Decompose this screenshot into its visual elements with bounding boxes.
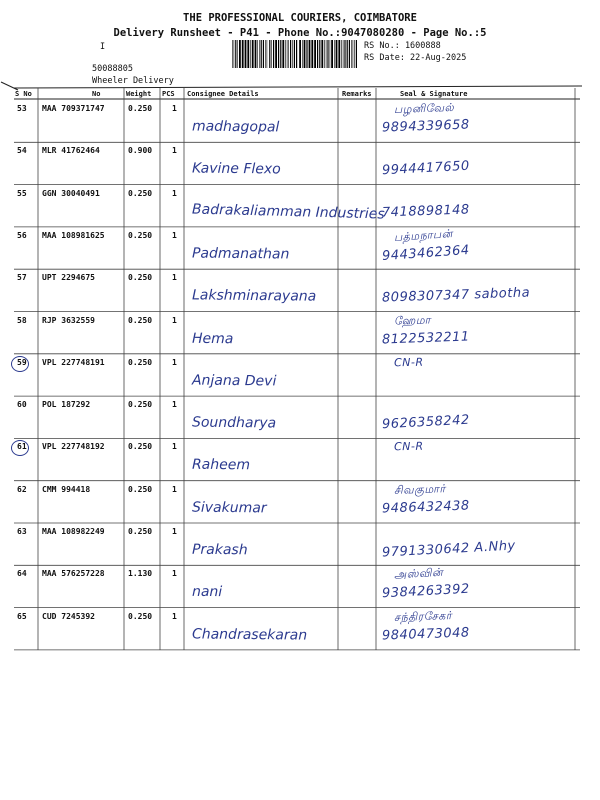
consignee-name: Lakshminarayana (191, 287, 317, 305)
weight-value: 0.250 (128, 230, 153, 240)
serial-number: 53 (17, 104, 27, 113)
consignee-name: Prakash (191, 541, 248, 559)
serial-number: 61 (17, 442, 27, 452)
awb-number: MAA 108981625 (42, 230, 105, 240)
awb-number: CMM 994418 (42, 484, 91, 494)
consignee-name: Raheem (191, 457, 251, 474)
weight-value: 1.130 (128, 569, 153, 579)
signature-text: பத்மநாபன் (393, 226, 454, 244)
pcs-value: 1 (172, 442, 177, 452)
company-title: THE PROFESSIONAL COURIERS, COIMBATORE (183, 12, 417, 24)
awb-number: RJP 3632559 (42, 315, 95, 325)
awb-number: UPT 2294675 (42, 273, 95, 283)
weight-value: 0.900 (128, 146, 153, 156)
header-fragment-delivery: Wheeler Delivery (92, 76, 174, 86)
pcs-value: 1 (172, 484, 177, 494)
signature-phone: 9384263392 (381, 582, 471, 602)
pcs-value: 1 (172, 273, 177, 283)
consignee-name: Anjana Devi (191, 372, 277, 390)
weight-value: 0.250 (128, 611, 153, 621)
pcs-value: 1 (172, 400, 177, 410)
header-fragment-code: 50088805 (92, 64, 133, 74)
signature-text: பழனிவேல் (393, 100, 455, 117)
serial-number: 62 (17, 484, 27, 494)
pcs-value: 1 (172, 611, 177, 621)
signature-phone: 8098307347 sabotha (381, 285, 531, 306)
signature-phone: 9944417650 (381, 159, 471, 179)
col-header-weight: Weight (126, 90, 152, 98)
weight-value: 0.250 (128, 357, 153, 367)
serial-number: 59 (17, 357, 27, 367)
signature-phone: 9486432438 (381, 498, 470, 517)
weight-value: 0.250 (128, 527, 153, 536)
weight-value: 0.250 (128, 315, 153, 325)
serial-number: 64 (17, 569, 27, 579)
consignee-name: Chandrasekaran (191, 625, 308, 644)
col-header-seal: Seal & Signature (400, 90, 468, 98)
pcs-value: 1 (172, 104, 177, 113)
col-header-sno: S No (15, 90, 32, 98)
serial-number: 56 (17, 230, 27, 240)
runsheet-title: Delivery Runsheet - P41 - Phone No.:9047080280 - Page No.:5 (113, 27, 487, 39)
signature-phone: 9443462364 (381, 242, 471, 264)
pcs-value: 1 (172, 315, 177, 325)
consignee-name: madhagopal (191, 118, 280, 136)
signature-phone: 8122532211 (381, 328, 470, 348)
rs-number: RS No.: 1600888 (364, 41, 441, 51)
pcs-value: 1 (172, 230, 177, 240)
pcs-value: 1 (172, 569, 177, 579)
signature-phone: 9840473048 (381, 625, 470, 644)
col-header-awb: No (92, 90, 101, 98)
weight-value: 0.250 (128, 442, 153, 452)
signature-phone: 9894339658 (381, 117, 470, 136)
serial-number: 60 (17, 400, 27, 410)
awb-number: VPL 227748191 (42, 357, 105, 367)
awb-number: MAA 709371747 (42, 104, 105, 113)
consignee-name: Padmanathan (191, 245, 290, 263)
weight-value: 0.250 (128, 273, 153, 283)
col-header-consignee: Consignee Details (187, 90, 259, 98)
signature-phone: 9626358242 (381, 412, 471, 433)
weight-value: 0.250 (128, 484, 153, 494)
awb-number: MAA 576257228 (42, 569, 105, 579)
consignee-name: Kavine Flexo (191, 160, 281, 178)
weight-value: 0.250 (128, 104, 153, 113)
col-header-remarks: Remarks (342, 90, 372, 98)
signature-text: சிவகுமார் (393, 481, 446, 497)
serial-number: 57 (17, 273, 27, 283)
consignee-name: Sivakumar (191, 499, 267, 517)
serial-number: 63 (17, 527, 27, 536)
signature-text: CN-R (393, 355, 424, 370)
consignee-name: Badrakaliamman Industries (191, 201, 385, 223)
header-fragment: I (100, 42, 106, 52)
serial-number: 54 (17, 146, 27, 156)
awb-number: MLR 41762464 (42, 146, 100, 156)
awb-number: VPL 227748192 (42, 442, 105, 452)
serial-number: 65 (17, 611, 27, 621)
rs-date: RS Date: 22-Aug-2025 (364, 53, 467, 63)
awb-number: CUD 7245392 (42, 611, 95, 621)
pcs-value: 1 (172, 146, 177, 156)
weight-value: 0.250 (128, 188, 153, 198)
consignee-name: nani (191, 584, 223, 601)
signature-phone: 7418898148 (381, 202, 470, 221)
signature-text: ஹேமா (393, 312, 432, 328)
awb-number: MAA 108982249 (42, 527, 105, 536)
pcs-value: 1 (172, 188, 177, 198)
annotation-circle (11, 356, 29, 372)
awb-number: POL 187292 (42, 400, 91, 410)
pcs-value: 1 (172, 527, 177, 536)
weight-value: 0.250 (128, 400, 153, 410)
serial-number: 58 (17, 315, 27, 325)
consignee-name: Hema (191, 330, 234, 347)
awb-number: GGN 30040491 (42, 188, 100, 198)
signature-text: CN-R (393, 440, 424, 454)
signature-text: சந்திரசேகர் (393, 608, 453, 624)
serial-number: 55 (17, 188, 27, 198)
pcs-value: 1 (172, 357, 177, 367)
col-header-pcs: PCS (162, 90, 175, 98)
signature-phone: 9791330642 A.Nhy (381, 538, 517, 561)
consignee-name: Soundharya (191, 414, 277, 432)
signature-text: அஸ்வின் (393, 566, 444, 582)
